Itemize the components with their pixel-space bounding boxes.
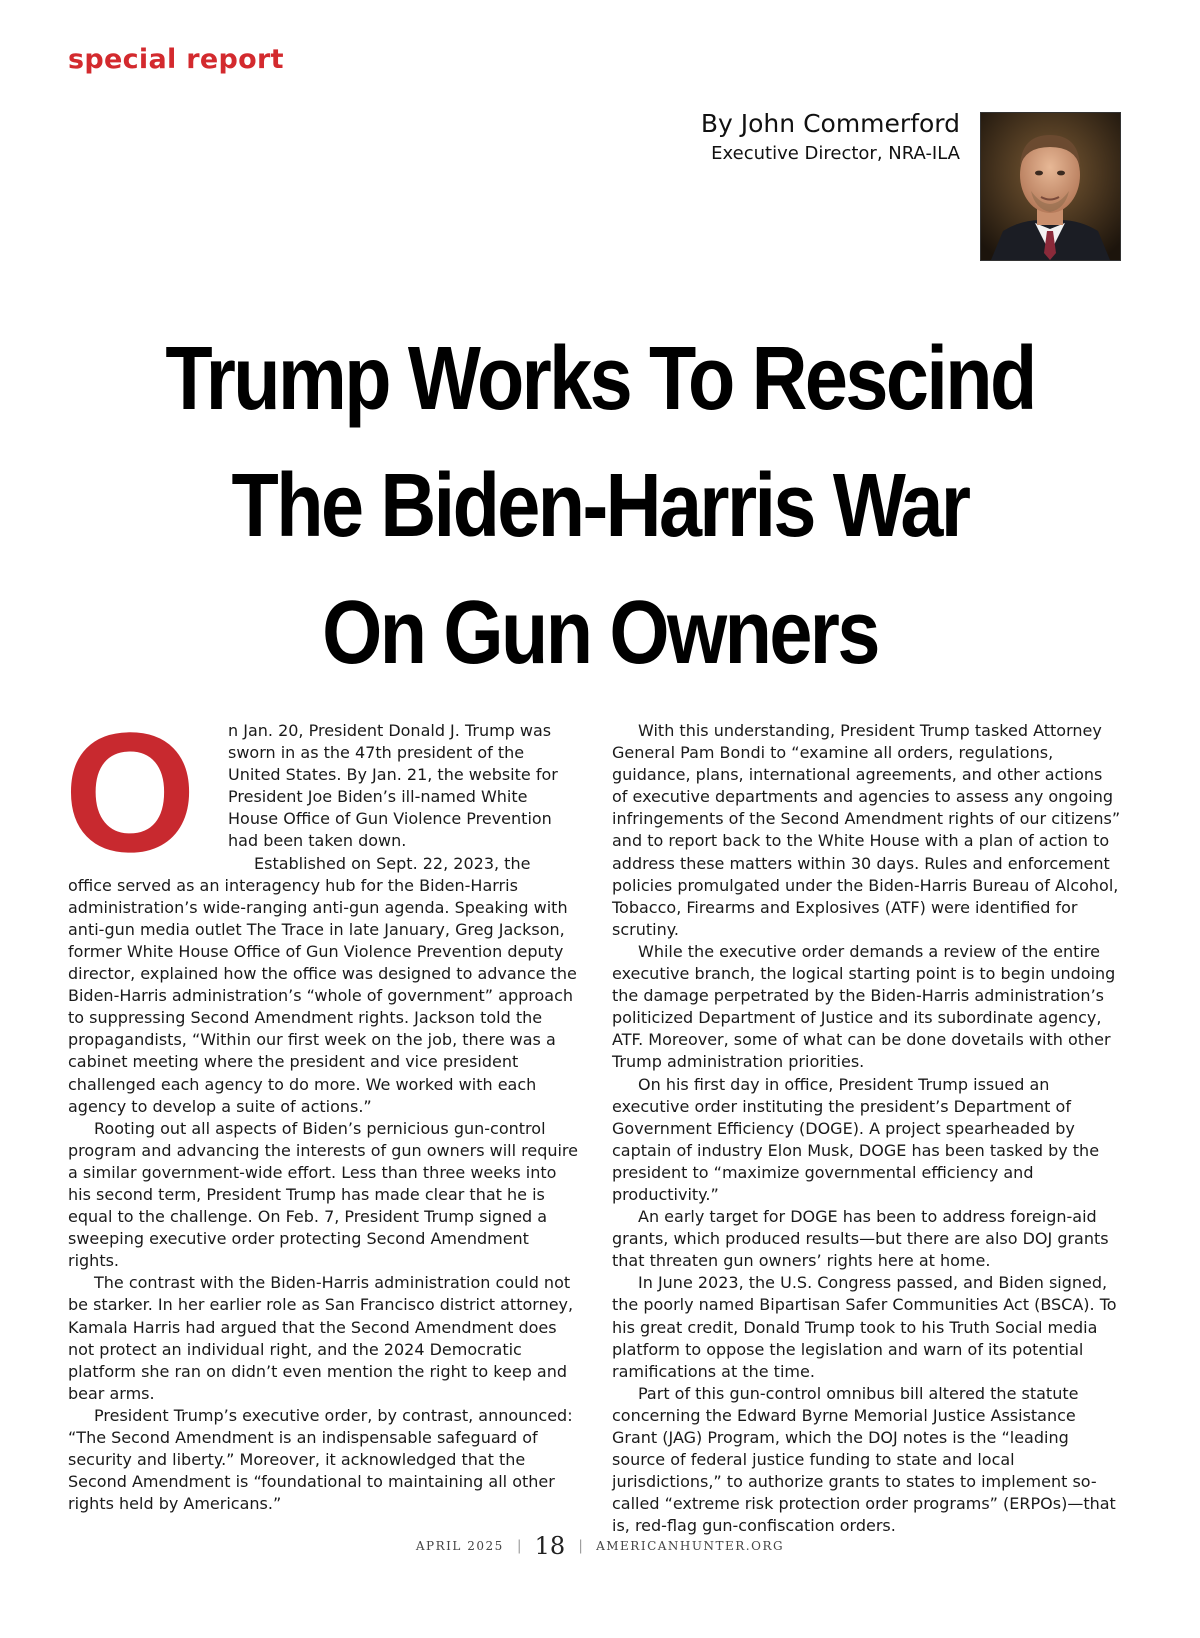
byline [701, 108, 960, 168]
paragraph: On his first day in office, President Trump issued an executive order instituting the president’s Department of Government Efficiency (DOGE). A project spearheaded by captain of industry Elon Musk, DOGE has been tasked by the president to “maximize governmental efficiency and productivity.” [612, 1074, 1100, 1204]
author-portrait [980, 112, 1121, 261]
paragraph: The contrast with the Biden-Harris administration could not be starker. In her earlier role as San Francisco district attorney, Kamala Harris had argued that the Second Amendment does not protect an individual right, and the 2024 Democratic platform she ran on didn’t even mention the right to keep and bear arms. [68, 1273, 574, 1403]
article-column-left [64, 698, 578, 1515]
paragraph: An early target for DOGE has been to address foreign-aid grants, which produced results—but there are also DOJ grants that threaten gun owners’ rights here at home. [612, 1207, 1109, 1271]
page-footer [0, 1532, 1200, 1560]
drop-cap [64, 698, 222, 888]
paragraph: In June 2023, the U.S. Congress passed, and Biden signed, the poorly named Bipartisan Safer Communities Act (BSCA). To his great credit, Donald Trump took to his Truth Social media platform to oppose the legislation and warn of its potential ramifications at the time. [612, 1273, 1117, 1381]
headline-line-3: On Gun Owners [322, 583, 878, 683]
headline-line-1: Trump Works To Rescind [165, 329, 1035, 429]
author-title: Executive Director, NRA-ILA [711, 143, 960, 164]
paragraph: With this understanding, President Trump tasked Attorney General Pam Bondi to “examine all orders, regulations, guidance, plans, international agreements, and other actions of executive departments and agencies to assess any ongoing infringements of the Second Amendment rights of our citizens” and to report back to the White House with a plan of action to address these matters within 30 days. Rules and enforcement policies promulgated under the Biden-Harris Bureau of Alcohol, Tobacco, Firearms and Explosives (ATF) were identified for scrutiny. [612, 721, 1121, 939]
section-label: special report [68, 44, 284, 75]
paragraph: President Trump’s executive order, by contrast, announced: “The Second Amendment is an indispensable safeguard of security and liberty.” Moreover, it acknowledged that the Second Amendment is “foundational to maintaining all other rights held by Americans.” [68, 1405, 573, 1514]
paragraph: Established on Sept. 22, 2023, the office served as an interagency hub for the Biden-Harris administration’s wide-ranging anti-gun agenda. Speaking with anti-gun media outlet The Trace in late January, Greg Jackson, former White House Office of Gun Violence Prevention deputy director, explained how the office was designed to advance the Biden-Harris administration’s “whole of government” approach to suppressing Second Amendment rights. Jackson told the propagandists, “Within our first week on the job, there was a cabinet meeting where the president and vice president challenged each agency to do more. We worked with each agency to develop a suite of actions.” [68, 853, 577, 1116]
headline-line-2: The Biden-Harris War [231, 456, 969, 556]
paragraph: Part of this gun-control omnibus bill altered the statute concerning the Edward Byrne Memorial Justice Assistance Grant (JAG) Program, which the DOJ notes is the “leading source of federal justice funding to state and local jurisdictions,” to authorize grants to states to implement so-called “extreme risk protection order programs” (ERPOs)—that is, red-flag gun-confiscation orders. [612, 1383, 1116, 1536]
drop-cap-letter: O [64, 698, 197, 888]
paragraph: While the executive order demands a review of the entire executive branch, the logical starting point is to begin undoing the damage perpetrated by the Biden-Harris administration’s politicized Department of Justice and its subordinate agency, ATF. Moreover, some of what can be done dovetails with other Trump administration priorities. [612, 941, 1116, 1072]
website-link[interactable]: AMERICANHUNTER.ORG [596, 1539, 785, 1553]
issue-date: APRIL 2025 [415, 1539, 504, 1553]
author-name: By John Commerford [700, 109, 960, 138]
footer-divider: | [578, 1538, 583, 1554]
article-column-right [612, 720, 1122, 1537]
paragraph: Rooting out all aspects of Biden’s pernicious gun-control program and advancing the interests of gun owners will require a similar government-wide effort. Less than three weeks into his second term, President Trump has made clear that he is equal to the challenge. On Feb. 7, President Trump signed a sweeping executive order protecting Second Amendment rights. [68, 1118, 578, 1271]
page-number: 18 [534, 1532, 566, 1560]
footer-divider: | [516, 1538, 522, 1554]
headline [84, 316, 1116, 697]
paragraph: n Jan. 20, President Donald J. Trump was sworn in as the 47th president of the United States. By Jan. 21, the website for President Joe Biden’s ill-named White House Office of Gun Violence Prevention had been taken down. [228, 721, 558, 851]
